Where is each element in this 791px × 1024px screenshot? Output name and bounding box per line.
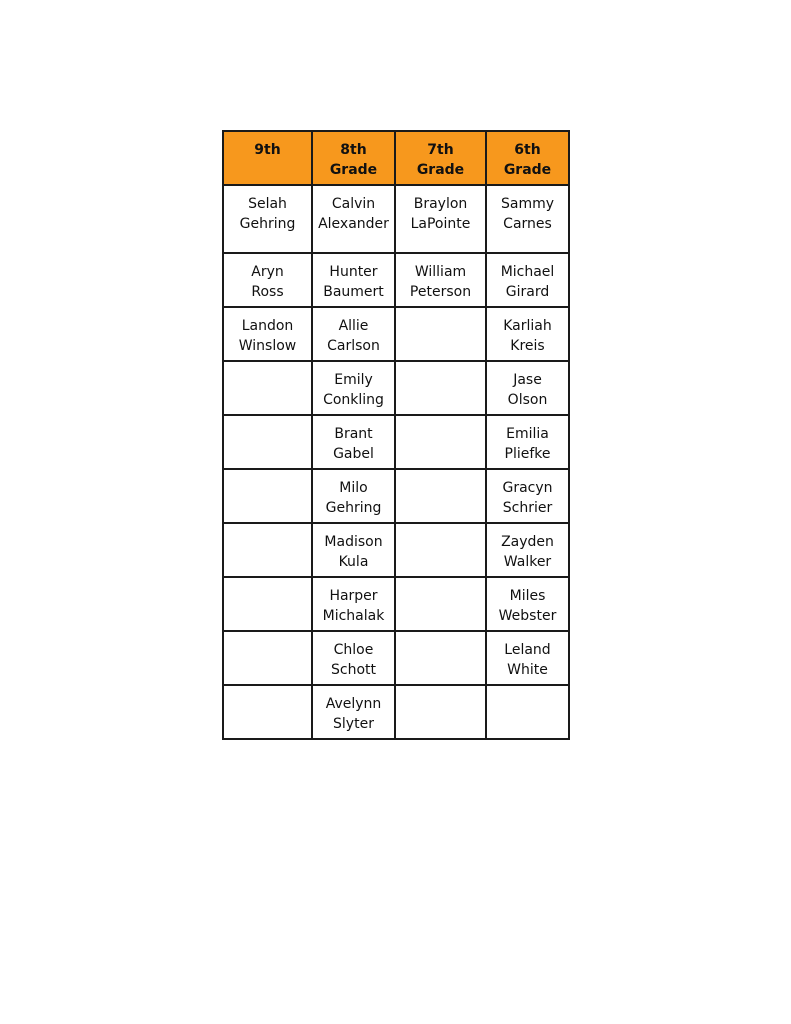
student-cell-6th-grade <box>486 523 569 577</box>
student-last-name: Schott <box>330 662 376 678</box>
student-cell-8th-grade <box>312 253 395 307</box>
student-last-name: Kula <box>338 554 369 570</box>
header-7th-grade <box>395 131 486 185</box>
student-first-name: Allie <box>338 318 369 334</box>
student-cell-9th-grade <box>223 523 312 577</box>
student-first-name: Michael <box>500 264 555 280</box>
student-cell-8th-grade <box>312 361 395 415</box>
student-first-name: Avelynn <box>325 696 382 712</box>
student-last-name: Girard <box>505 284 550 300</box>
table-row <box>223 577 569 631</box>
student-first-name: Gracyn <box>502 480 553 496</box>
student-first-name: Calvin <box>331 196 376 212</box>
student-last-name: Conkling <box>323 392 384 408</box>
student-cell-9th-grade <box>223 361 312 415</box>
table-row <box>223 415 569 469</box>
student-cell-7th-grade <box>395 415 486 469</box>
student-cell-7th-grade <box>395 185 486 253</box>
student-cell-8th-grade <box>312 415 395 469</box>
student-cell-6th-grade <box>486 577 569 631</box>
table-row <box>223 253 569 307</box>
student-first-name: Emilia <box>506 426 549 442</box>
student-first-name: Selah <box>248 196 287 212</box>
student-cell-6th-grade <box>486 307 569 361</box>
student-cell-9th-grade <box>223 631 312 685</box>
student-first-name: Aryn <box>251 264 284 280</box>
student-last-name: LaPointe <box>410 216 471 232</box>
student-last-name: Peterson <box>409 284 472 300</box>
student-last-name: Alexander <box>318 216 389 232</box>
student-cell-6th-grade <box>486 631 569 685</box>
student-first-name: Emily <box>334 372 373 388</box>
student-first-name: Madison <box>324 534 383 550</box>
student-last-name: Gehring <box>325 500 382 516</box>
student-cell-8th-grade <box>312 685 395 739</box>
student-last-name: Webster <box>498 608 557 624</box>
student-first-name: Chloe <box>333 642 374 658</box>
student-cell-9th-grade <box>223 469 312 523</box>
student-first-name: Brant <box>334 426 373 442</box>
table-row <box>223 523 569 577</box>
student-cell-6th-grade <box>486 253 569 307</box>
student-cell-8th-grade <box>312 185 395 253</box>
student-last-name: Gehring <box>239 216 296 232</box>
grade-roster-table <box>222 130 570 740</box>
student-last-name: Carnes <box>503 216 552 232</box>
student-last-name: Olson <box>507 392 548 408</box>
student-cell-9th-grade <box>223 185 312 253</box>
student-first-name: Miles <box>509 588 546 604</box>
student-cell-6th-grade <box>486 415 569 469</box>
student-first-name: Leland <box>504 642 551 658</box>
student-last-name: Walker <box>503 554 552 570</box>
student-cell-6th-grade <box>486 685 569 739</box>
header-sublabel: Grade <box>503 162 552 178</box>
student-cell-9th-grade <box>223 685 312 739</box>
header-label: 6th <box>514 142 541 158</box>
student-cell-8th-grade <box>312 577 395 631</box>
table-row <box>223 307 569 361</box>
student-last-name: Michalak <box>322 608 385 624</box>
student-first-name: Jase <box>513 372 542 388</box>
student-cell-7th-grade <box>395 631 486 685</box>
student-first-name: Milo <box>339 480 368 496</box>
student-first-name: Hunter <box>329 264 378 280</box>
student-cell-8th-grade <box>312 631 395 685</box>
header-8th-grade <box>312 131 395 185</box>
header-6th-grade <box>486 131 569 185</box>
student-cell-7th-grade <box>395 253 486 307</box>
student-cell-7th-grade <box>395 577 486 631</box>
student-cell-8th-grade <box>312 523 395 577</box>
student-cell-8th-grade <box>312 469 395 523</box>
student-cell-7th-grade <box>395 361 486 415</box>
student-first-name: Zayden <box>501 534 554 550</box>
student-last-name: Schrier <box>502 500 553 516</box>
header-label: 8th <box>340 142 367 158</box>
student-last-name: Carlson <box>327 338 380 354</box>
student-last-name: Ross <box>251 284 284 300</box>
student-cell-8th-grade <box>312 307 395 361</box>
student-first-name: William <box>414 264 467 280</box>
student-first-name: Harper <box>329 588 378 604</box>
student-first-name: Sammy <box>500 196 555 212</box>
student-last-name: White <box>507 662 548 678</box>
student-cell-9th-grade <box>223 415 312 469</box>
header-row <box>223 131 569 185</box>
table-row <box>223 185 569 253</box>
student-last-name: Baumert <box>323 284 384 300</box>
student-cell-6th-grade <box>486 469 569 523</box>
student-last-name: Kreis <box>510 338 545 354</box>
student-cell-6th-grade <box>486 361 569 415</box>
roster-body <box>223 185 569 739</box>
student-cell-9th-grade <box>223 307 312 361</box>
student-last-name: Slyter <box>333 716 374 732</box>
student-last-name: Pliefke <box>504 446 551 462</box>
student-last-name: Gabel <box>333 446 374 462</box>
header-9th-grade <box>223 131 312 185</box>
table-row <box>223 685 569 739</box>
student-cell-6th-grade <box>486 185 569 253</box>
student-cell-9th-grade <box>223 253 312 307</box>
header-label: 7th <box>427 142 454 158</box>
student-cell-9th-grade <box>223 577 312 631</box>
student-last-name: Winslow <box>238 338 297 354</box>
table-row <box>223 631 569 685</box>
header-sublabel: Grade <box>416 162 465 178</box>
table-row <box>223 361 569 415</box>
student-cell-7th-grade <box>395 685 486 739</box>
student-cell-7th-grade <box>395 307 486 361</box>
student-first-name: Landon <box>241 318 294 334</box>
student-cell-7th-grade <box>395 523 486 577</box>
table-row <box>223 469 569 523</box>
header-sublabel: Grade <box>329 162 378 178</box>
student-first-name: Karliah <box>503 318 552 334</box>
student-cell-7th-grade <box>395 469 486 523</box>
student-first-name: Braylon <box>413 196 468 212</box>
header-label: 9th <box>254 142 281 158</box>
